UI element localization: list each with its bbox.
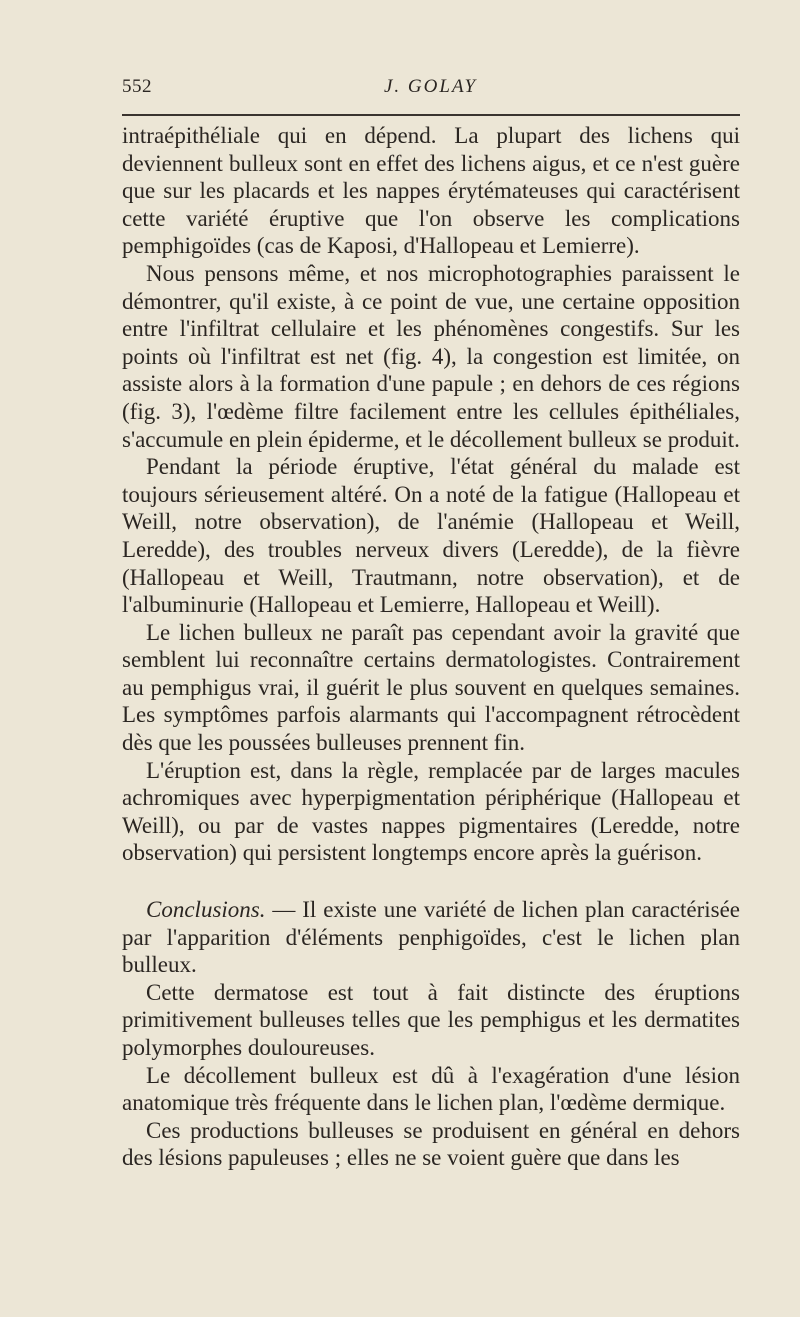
section-gap <box>122 867 740 896</box>
conclusion-paragraph-2: Le décollement bulleux est dû à l'exagération d'une lésion anatomique très fréquente dans le lichen plan, l'œdème dermique. <box>122 1062 740 1116</box>
paragraph-1: intraépithéliale qui en dépend. La plupart des lichens qui deviennent bulleux sont en effet des lichens aigus, et ce n'est guère que sur les placards et les nappes érytémateuses qui caractérisent cette variété éruptive que l'on observe les complications pemphigoïdes (cas de Kaposi, d'Hallopeau et Lemierre). <box>122 123 740 259</box>
paragraph-3: Pendant la période éruptive, l'état général du malade est toujours sérieusement altéré. On a noté de la fatigue (Hallopeau et Weill, notre observation), de l'anémie (Hallopeau et Weill, Leredde), des troubles nerveux divers (Leredde), de la fièvre (Hallopeau et Weill, Trautmann, notre observation), et de l'albuminurie (Hallopeau et Lemierre, Hallopeau et Weill). <box>122 454 740 618</box>
conclusion-paragraph-1: Cette dermatose est tout à fait distincte des éruptions primitivement bulleuses telles que les pemphigus et les dermatites polymorphes douloureuses. <box>122 979 740 1060</box>
page-header <box>122 76 740 102</box>
conclusions-lead-text: — Il existe une variété de lichen plan caractérisée par l'apparition d'éléments penphigoïdes, c'est le lichen plan bulleux. <box>122 897 740 978</box>
paragraph-2: Nous pensons même, et nos microphotographies paraissent le démontrer, qu'il existe, à ce point de vue, une certaine opposition entre l'infiltrat cellulaire et les phénomènes congestifs. Sur les points où l'infiltrat est net (fig. 4), la congestion est limitée, on assiste alors à la formation d'une papule ; en dehors de ces régions (fig. 3), l'œdème filtre facilement entre les cellules épithéliales, s'accumule en plein épiderme, et le décollement bulleux se produit. <box>122 260 740 452</box>
header-rule <box>122 114 740 116</box>
conclusions-heading: Conclusions. <box>146 897 266 923</box>
text-body <box>122 122 740 1172</box>
conclusion-paragraph-3: Ces productions bulleuses se produisent en général en dehors des lésions papuleuses ; elles ne se voient guère que dans les <box>122 1117 740 1171</box>
conclusions-paragraph <box>122 896 740 979</box>
page-number: 552 <box>122 76 152 97</box>
paragraph-4: Le lichen bulleux ne paraît pas cependant avoir la gravité que semblent lui reconnaître certains dermatologistes. Contrairement au pemphigus vrai, il guérit le plus souvent en quelques semaines. Les symptômes parfois alarmants qui l'accompagnent rétrocèdent dès que les poussées bulleuses prennent fin. <box>122 619 740 756</box>
paragraph-5: L'éruption est, dans la règle, remplacée par de larges macules achromiques avec hyperpigmentation périphérique (Hallopeau et Weill), ou par de vastes nappes pigmentaires (Leredde, notre observation) qui persistent longtemps encore après la guérison. <box>122 757 740 866</box>
running-head: J. GOLAY <box>384 76 478 97</box>
